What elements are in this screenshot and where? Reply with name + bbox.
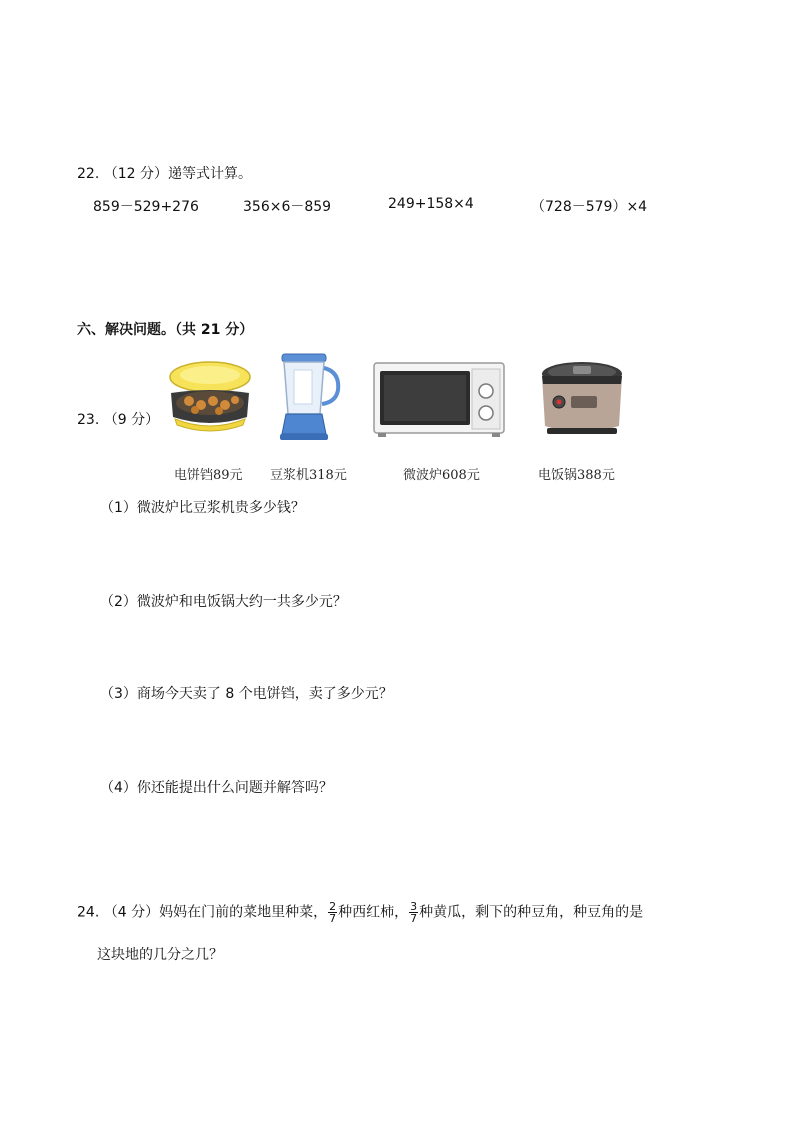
- product-caption-rice-cooker: 电饭锅388元: [538, 468, 615, 483]
- fraction-3-7: $\frac{3}{7}$: [410, 900, 418, 925]
- q23-label: 23. （9 分）: [77, 412, 160, 428]
- product-caption-microwave: 微波炉608元: [403, 468, 480, 483]
- q24-text-1: 24. （4 分）妈妈在门前的菜地里种菜，: [77, 904, 328, 921]
- product-caption-soymilk-maker: 豆浆机318元: [270, 468, 347, 483]
- waffle-maker-icon: [165, 357, 255, 437]
- rice-cooker-icon: [537, 358, 627, 440]
- q24-line-1: [77, 901, 643, 924]
- q23-sub-question-1: （1）微波炉比豆浆机贵多少钱？: [100, 500, 305, 516]
- q22-header: 22. （12 分）递等式计算。: [77, 166, 252, 182]
- microwave-icon: [372, 361, 506, 439]
- soymilk-maker-icon: [270, 350, 350, 444]
- section-title: 六、解决问题。（共 21 分）: [77, 322, 254, 338]
- q23-sub-question-3: （3）商场今天卖了 8 个电饼铛，卖了多少元？: [100, 686, 393, 702]
- q23-sub-question-4: （4）你还能提出什么问题并解答吗？: [100, 780, 333, 796]
- q24-line-2: 这块地的几分之几？: [97, 947, 223, 963]
- q24-text-2: 种西红柿，: [338, 904, 409, 921]
- q22-expression-1: 859－529+276: [93, 199, 199, 215]
- q23-sub-question-2: （2）微波炉和电饭锅大约一共多少元？: [100, 594, 347, 610]
- product-caption-waffle-maker: 电饼铛89元: [174, 468, 243, 483]
- q22-expression-3: 249+158×4: [388, 196, 474, 212]
- q22-expression-4: （728－579）×4: [531, 199, 648, 215]
- q24-text-3: 种黄瓜，剩下的种豆角，种豆角的是: [419, 904, 644, 921]
- fraction-2-7: $\frac{2}{7}$: [329, 900, 337, 925]
- q22-expression-2: 356×6－859: [243, 199, 332, 215]
